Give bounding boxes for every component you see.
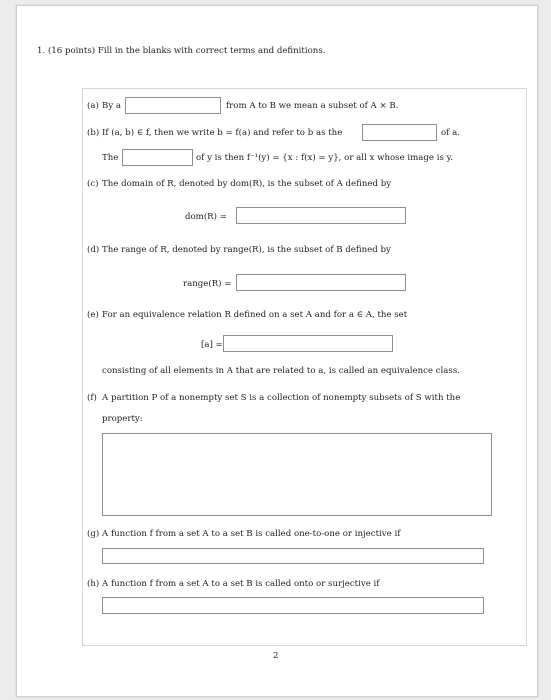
item-d-eq-label: range(R) = — [183, 279, 232, 289]
item-e-label: (e) — [87, 310, 99, 320]
item-f-label: (f) — [87, 393, 97, 403]
item-h-blank[interactable] — [102, 597, 484, 614]
question-header — [37, 46, 326, 57]
question-number: 1. — [37, 46, 46, 56]
item-c-text: The domain of R, denoted by dom(R), is the subset of A defined by — [102, 179, 392, 189]
item-c-eq-label: dom(R) = — [185, 212, 227, 222]
item-c-label: (c) — [87, 179, 99, 189]
item-d-text: The range of R, denoted by range(R), is the subset of B defined by — [102, 245, 391, 255]
item-f-line1: A partition P of a nonempty set S is a collection of nonempty subsets of S with the — [102, 393, 461, 403]
item-b-line1-before: If (a, b) ∈ f, then we write b = f(a) and refer to b as the — [102, 128, 343, 138]
worksheet-page — [16, 5, 538, 697]
item-g-label: (g) — [87, 529, 100, 539]
item-e-after: consisting of all elements in A that are related to a, is called an equivalence class. — [102, 366, 460, 376]
item-h-text: A function f from a set A to a set B is called onto or surjective if — [102, 579, 380, 589]
item-a-before: By a — [102, 101, 122, 111]
item-g-blank[interactable] — [102, 548, 484, 564]
item-a-blank[interactable] — [125, 97, 221, 114]
item-d-blank[interactable] — [236, 274, 406, 291]
item-a-label: (a) — [87, 101, 99, 111]
item-b-line2-after: of y is then f⁻¹(y) = {x : f(x) = y}, or all x whose image is y. — [196, 153, 454, 163]
question-instruction: Fill in the blanks with correct terms and definitions. — [97, 46, 326, 56]
item-e-text: For an equivalence relation R defined on a set A and for a ∈ A, the set — [102, 310, 408, 320]
item-g-text: A function f from a set A to a set B is called one-to-one or injective if — [102, 529, 401, 539]
item-b-line2-before: The — [102, 153, 119, 163]
question-points: (16 points) — [47, 46, 96, 56]
item-b-blank-2[interactable] — [122, 149, 193, 166]
item-h-label: (h) — [87, 579, 100, 589]
item-e-eq-label: [a] = — [201, 340, 223, 350]
item-f-line2: property: — [102, 414, 143, 424]
item-b-blank-1[interactable] — [362, 124, 437, 141]
page-number: 2 — [273, 651, 279, 661]
item-b-label: (b) — [87, 128, 100, 138]
item-a-after: from A to B we mean a subset of A × B. — [226, 101, 399, 111]
item-f-answer-area[interactable] — [102, 433, 492, 516]
item-c-blank[interactable] — [236, 207, 406, 224]
item-b-line1-after: of a. — [441, 128, 460, 138]
item-d-label: (d) — [87, 245, 100, 255]
item-e-blank[interactable] — [223, 335, 393, 352]
